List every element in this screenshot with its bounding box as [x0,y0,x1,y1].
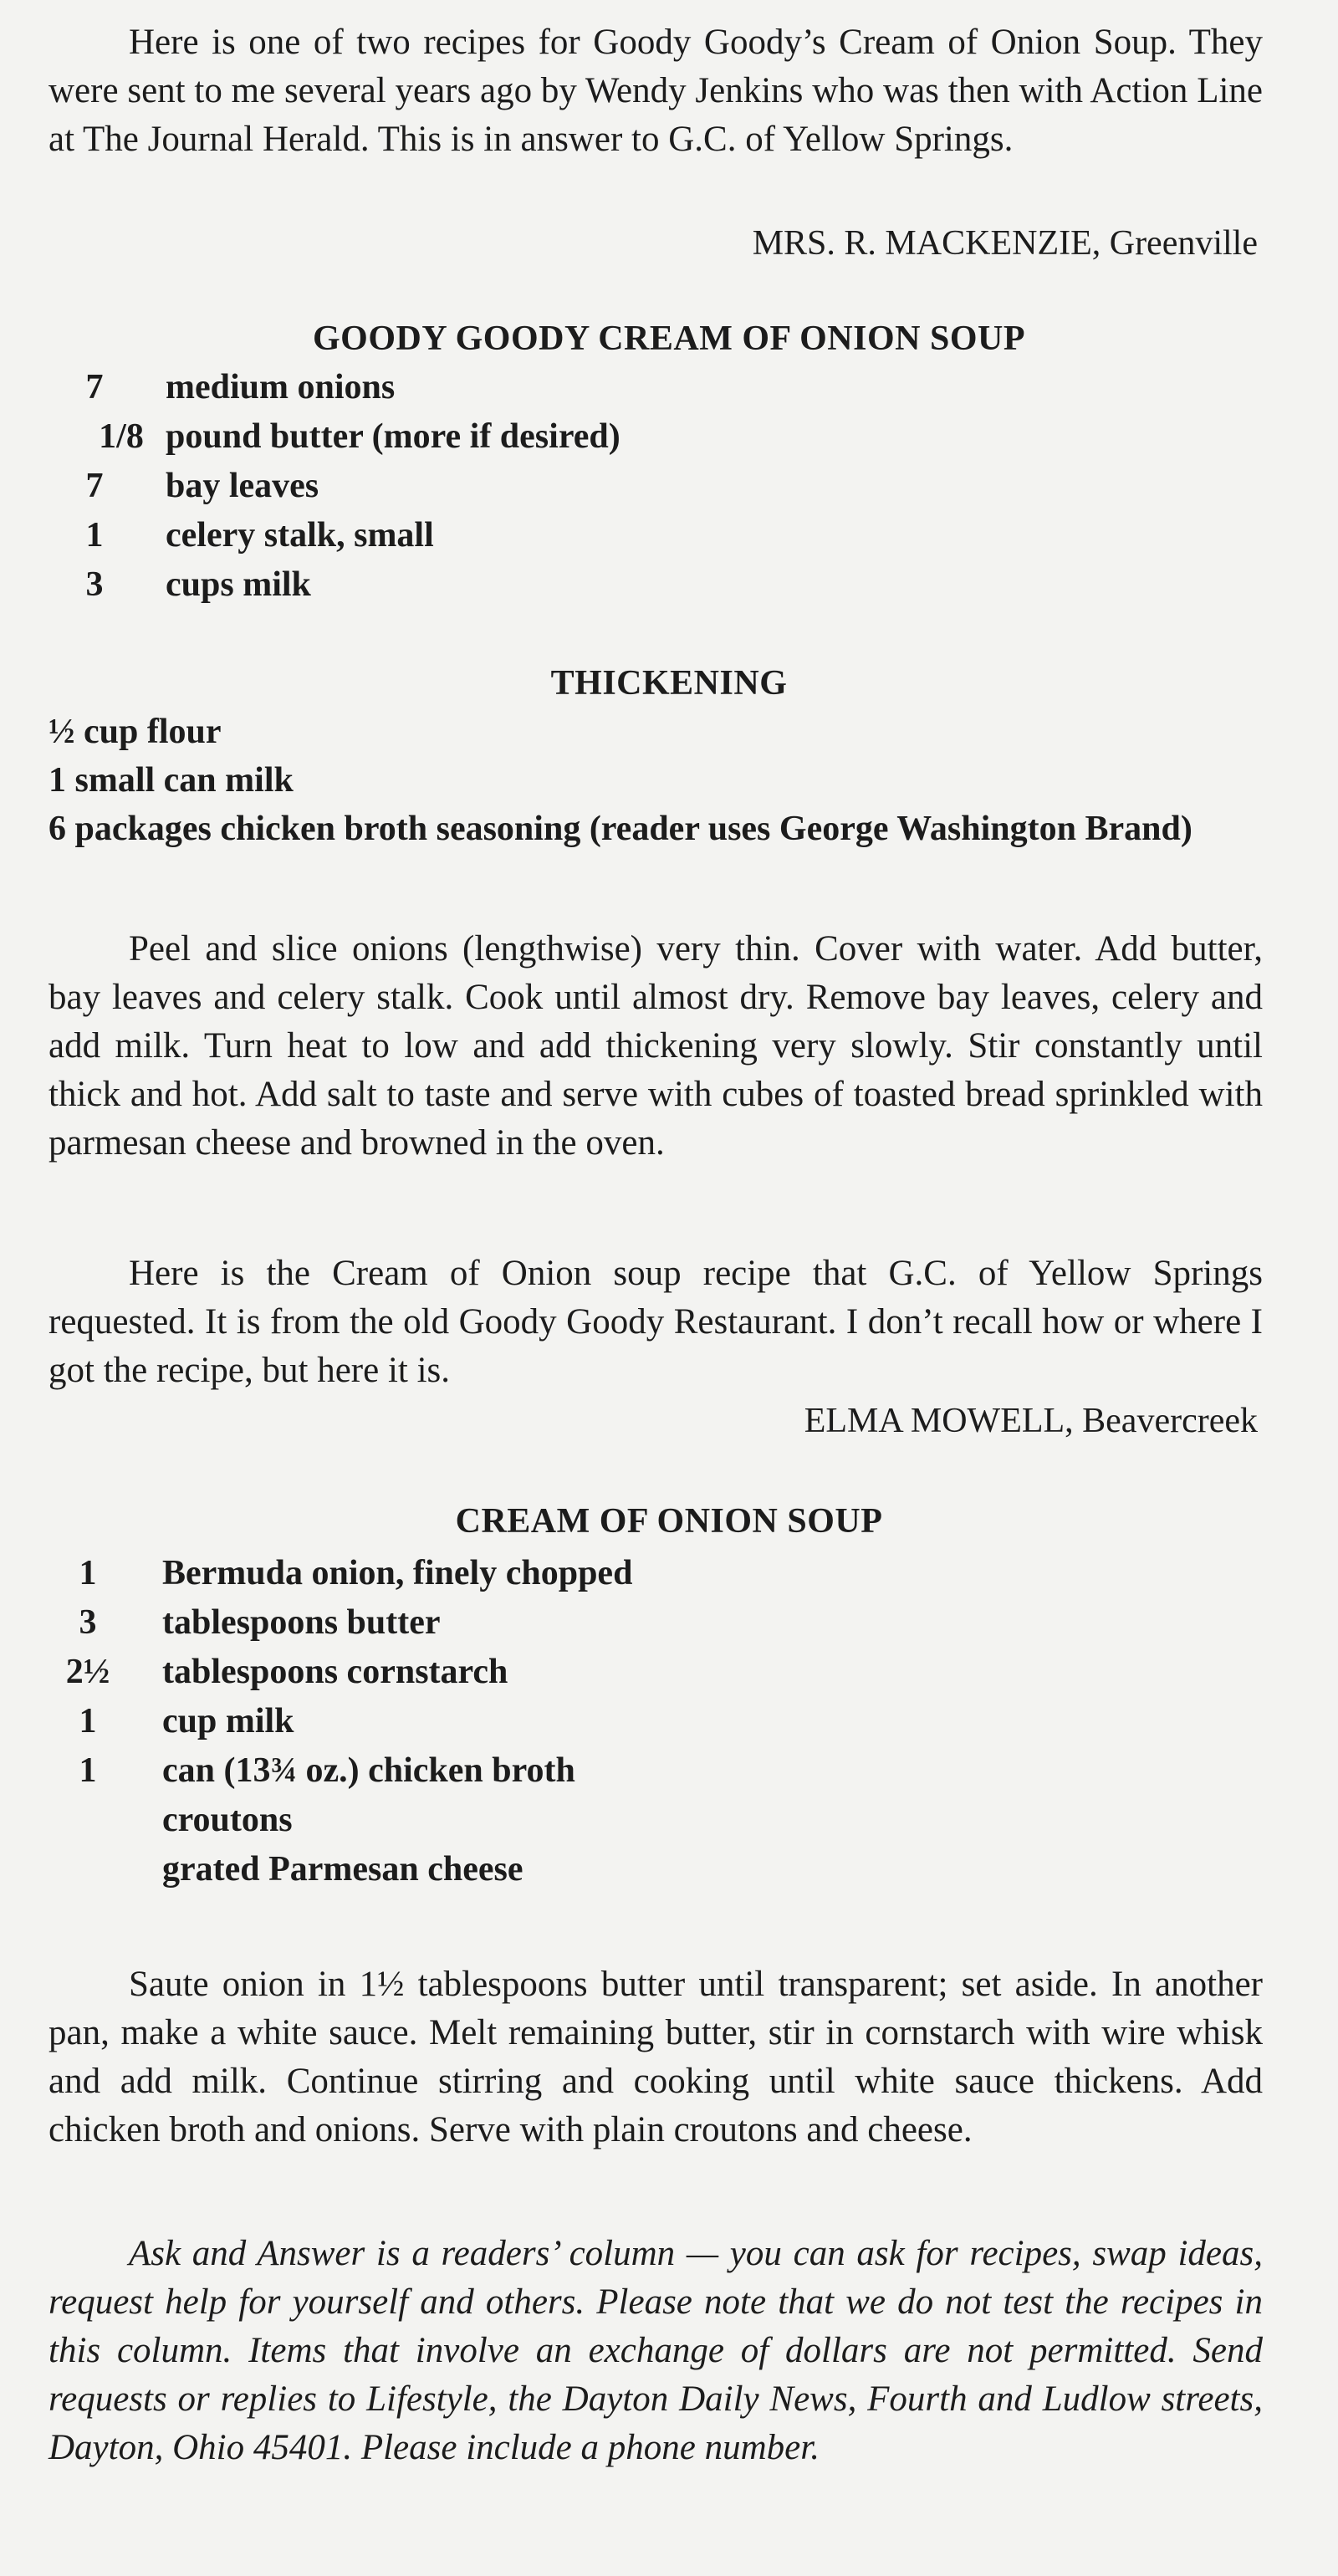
thickening-item: ½ cup flour [49,713,222,751]
second-signature: ELMA MOWELL, Beavercreek [804,1402,1258,1440]
ingredient-row [0,1845,1338,1894]
ingredient-qty: 1 [79,1554,97,1592]
ingredient-item: bay leaves [166,467,319,505]
second-letter: Here is the Cream of Onion soup recipe that G.C. of Yellow Springs requested. It is from the old Goody Goody Restaurant. I don’t recall how or where I got the recipe, but here it is. [49,1254,1263,1390]
ingredient-qty: 1/8 [99,417,144,456]
ingredient-qty: 1 [79,1751,97,1790]
ingredient-row [0,1746,1338,1796]
ingredient-item: cups milk [166,565,311,604]
column-footer-note: Ask and Answer is a readers’ column — you can ask for recipes, swap ideas, request help for yourself and others. Please note that we do not test the recipes in this column. Items that involve an exchange of dollars are not permitted. Send requests or replies to Lifestyle, the Dayton Daily News, Fourth and Ludlow streets, Dayton, Ohio 45401. Please include a phone number. [49,2234,1263,2467]
ingredient-row [0,1796,1338,1845]
ingredient-row [0,462,1338,511]
ingredient-qty: 3 [79,1603,97,1642]
ingredient-row [0,1598,1338,1648]
ingredient-item: can (13¾ oz.) chicken broth [162,1751,575,1790]
recipe2-directions: Saute onion in 1½ tablespoons butter until transparent; set aside. In another pan, make a white sauce. Melt remaining butter, stir in cornstarch with wire whisk and add milk. Continue stirring and cooking until white sauce thickens. Add chicken broth and onions. Serve with plain croutons and cheese. [49,1965,1263,2149]
ingredient-item: grated Parmesan cheese [162,1850,523,1889]
ingredient-row [0,1549,1338,1598]
ingredient-row [0,1697,1338,1746]
ingredient-row [0,412,1338,462]
intro-signature: MRS. R. MACKENZIE, Greenville [752,224,1258,263]
ingredient-qty: 7 [85,467,104,505]
ingredient-item: tablespoons butter [162,1603,441,1642]
ingredient-qty: 7 [85,368,104,406]
ingredient-qty: 2½ [65,1653,110,1691]
ingredient-item: croutons [162,1801,293,1839]
intro-letter: Here is one of two recipes for Goody Goody’s Cream of Onion Soup. They were sent to me several years ago by Wendy Jenkins who was then with Action Line at The Journal Herald. This is in answer to G.C. of Yellow Springs. [49,23,1263,159]
ingredient-item: pound butter (more if desired) [166,417,620,456]
ingredient-row [0,511,1338,560]
recipe1-title: GOODY GOODY CREAM OF ONION SOUP [313,319,1025,358]
ingredient-qty: 3 [85,565,104,604]
recipe2-ingredient-list [0,1549,1338,1894]
ingredient-qty: 1 [85,516,104,555]
ingredient-item: celery stalk, small [166,516,434,555]
thickening-item: 6 packages chicken broth seasoning (reader uses George Washington Brand) [49,810,1192,848]
recipe1-directions: Peel and slice onions (lengthwise) very thin. Cover with water. Add butter, bay leaves and celery stalk. Cook until almost dry. Remove bay leaves, celery and add milk. Turn heat to low and add thickening very slowly. Stir constantly until thick and hot. Add salt to taste and serve with cubes of toasted bread sprinkled with parmesan cheese and browned in the oven. [49,929,1263,1163]
ingredient-item: medium onions [166,368,396,406]
thickening-item: 1 small can milk [49,761,294,800]
ingredient-qty: 1 [79,1702,97,1740]
ingredient-row [0,1648,1338,1697]
thickening-title: THICKENING [550,664,788,703]
ingredient-item: cup milk [162,1702,294,1740]
thickening-list [49,708,1263,853]
ingredient-row [0,560,1338,610]
recipe1-ingredient-list [0,363,1338,610]
ingredient-item: tablespoons cornstarch [162,1653,508,1691]
recipe2-title: CREAM OF ONION SOUP [455,1502,883,1541]
ingredient-item: Bermuda onion, finely chopped [162,1554,633,1592]
ingredient-row [0,363,1338,412]
